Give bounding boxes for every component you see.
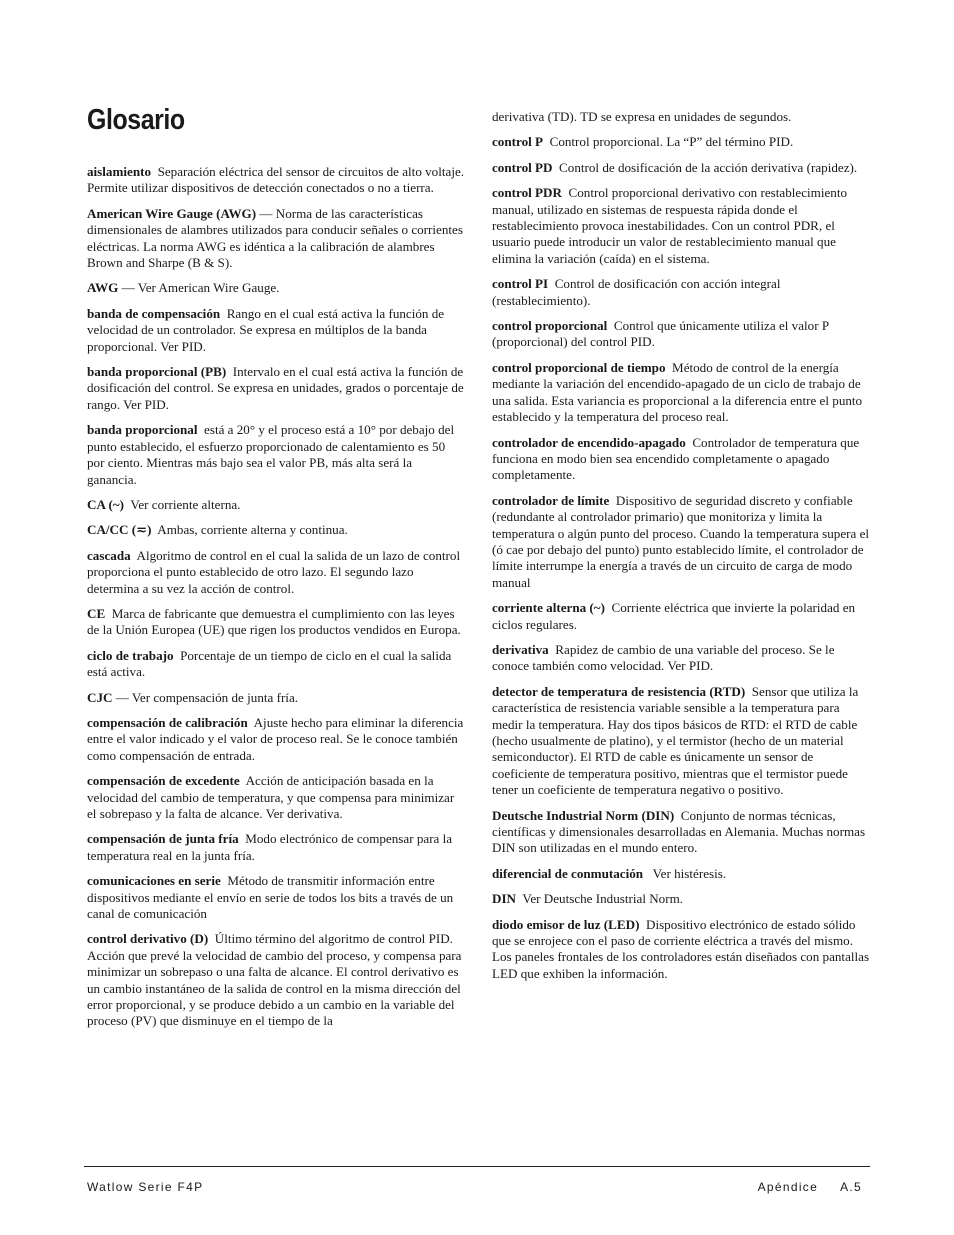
- glossary-entry: [492, 134, 870, 150]
- glossary-definition: Ver Deutsche Industrial Norm.: [522, 891, 684, 907]
- glossary-definition: Conjunto de normas técnicas, científicas y dimensionales desarrolladas en Alemania. Muchas normas DIN son utilizadas en el mundo entero.: [492, 807, 866, 856]
- glossary-term: compensación de excedente: [87, 773, 240, 789]
- glossary-entry: [492, 318, 870, 351]
- glossary-term: compensación de junta fría: [87, 831, 239, 847]
- glossary-term: diodo emisor de luz (LED): [492, 916, 640, 932]
- glossary-entry: [492, 185, 870, 267]
- glossary-definition: Marca de fabricante que demuestra el cumplimiento con las leyes de la Unión Europea (UE) que rigen los productos vendidos en Europa.: [87, 605, 461, 638]
- glossary-definition: — Ver compensación de junta fría.: [115, 689, 299, 705]
- glossary-definition: — Norma de las características dimensionales de alambres utilizados para conducir señales o corrientes eléctricas. La norma AWG es idéntica a la calibración de alambres Brown and Sharpe (B & S).: [87, 205, 463, 271]
- glossary-entry: [492, 642, 870, 675]
- glossary-definition: Dispositivo electrónico de estado sólido que se enrojece con el paso de corriente eléctrica a través del mismo. Los paneles frontales de los controladores están diseñados con pantallas LED que exhiben la información.: [492, 916, 870, 981]
- glossary-entry: [87, 164, 465, 197]
- glossary-definition: Ambas, corriente alterna y continua.: [157, 522, 348, 538]
- footer-page-info: [758, 1180, 862, 1194]
- glossary-definition: está a 20° y el proceso está a 10° por debajo del punto establecido, el esfuerzo proporcionado de calentamiento es 50 por ciento. Mientras más bajo sea el valor PB, más alta será la ganancia.: [87, 422, 455, 487]
- glossary-entry: [87, 206, 465, 272]
- glossary-entry: [492, 276, 870, 309]
- glossary-term: Deutsche Industrial Norm (DIN): [492, 807, 675, 823]
- glossary-term: cascada: [87, 547, 131, 563]
- glossary-definition: Control proporcional derivativo con restablecimiento manual, utilizado en sistemas de respuesta rápida donde el restablecimiento provoca inestabilidades. Con un control PDR, el usuario puede introducir un valor de restablecimiento manual que elimina la variación (caída) en el sistema.: [492, 185, 848, 266]
- glossary-definition: Último término del algoritmo de control PID. Acción que prevé la velocidad de cambio del proceso, y compensa para minimizar un sobrepaso o una falta de alcance. El control derivativo es un cambio instantáneo de la salida de control en la misma dirección del error proporcional, y se produce debido a un cambio en la variable del proceso (PV) que disminuye en el tiempo de la: [87, 931, 462, 1029]
- glossary-entry: [87, 306, 465, 355]
- glossary-definition: Algoritmo de control en el cual la salida de un lazo de control proporciona el punto establecido de otro lazo. El segundo lazo determina a su vez la acción de control.: [87, 547, 461, 596]
- glossary-definition: Rango en el cual está activa la función de velocidad de un controlador. Se expresa en múltiplos de la banda proporcional. Ver PID.: [87, 305, 445, 354]
- glossary-entry: [87, 548, 465, 597]
- glossary-definition: Acción de anticipación basada en la velocidad del cambio de temperatura, y que compensa para minimizar el sobrepaso y la falta de alcance. Ver derivativa.: [87, 773, 455, 821]
- glossary-term: CA/CC (≂): [87, 522, 152, 538]
- glossary-definition: Rapidez de cambio de una variable del proceso. Se le conoce también como velocidad. Ver PID.: [492, 641, 835, 674]
- footer-document-title: Watlow Serie F4P: [87, 1180, 204, 1194]
- glossary-entry: [87, 831, 465, 864]
- glossary-definition: Método de transmitir información entre dispositivos mediante el envío en serie de todos los bits a través de un canal de comunicación: [87, 873, 454, 922]
- term-separator: [643, 866, 653, 881]
- glossary-term: controlador de límite: [492, 492, 610, 508]
- glossary-definition: Corriente eléctrica que invierte la polaridad en ciclos regulares.: [492, 600, 856, 632]
- glossary-definition: Ver histéresis.: [652, 865, 727, 881]
- glossary-definition: — Ver American Wire Gauge.: [121, 280, 280, 296]
- glossary-entry: [87, 715, 465, 764]
- glossary-entry: [492, 160, 870, 176]
- glossary-right-column: [492, 109, 870, 991]
- glossary-entry: [87, 522, 465, 538]
- glossary-entry: [492, 435, 870, 484]
- glossary-definition: Sensor que utiliza la característica de resistencia variable sensible a la temperatura para medir la temperatura. Hay dos tipos básicos de RTD: el RTD de cable (hecho usualmente de platino), y el termistor (hecho de un material semiconductor). El RTD de cable es únicamente un sensor de coeficiente de temperatura positivo, mientras que el termistor puede tener un coeficiente de temperatura negativo o positivo.: [492, 683, 859, 798]
- footer-section: Apéndice: [757, 1180, 819, 1194]
- page-title: Glosario: [87, 104, 185, 136]
- glossary-term: control derivativo (D): [87, 931, 209, 947]
- glossary-entry: [87, 773, 465, 822]
- glossary-entry: [492, 360, 870, 426]
- glossary-definition: Porcentaje de un tiempo de ciclo en el cual la salida está activa.: [87, 647, 452, 680]
- glossary-term: DIN: [492, 891, 517, 907]
- glossary-entry: [492, 917, 870, 983]
- glossary-definition: derivativa (TD). TD se expresa en unidades de segundos.: [492, 109, 792, 124]
- glossary-entry: [87, 648, 465, 681]
- glossary-term: diferencial de conmutación: [492, 865, 644, 881]
- glossary-entry: [87, 606, 465, 639]
- glossary-definition: Modo electrónico de compensar para la temperatura real en la junta fría.: [87, 831, 453, 863]
- glossary-left-column: [87, 164, 465, 1039]
- glossary-term: ciclo de trabajo: [87, 647, 174, 663]
- glossary-term: banda de compensación: [87, 305, 221, 321]
- glossary-term: control PDR: [492, 185, 562, 201]
- glossary-entry: [492, 866, 870, 882]
- glossary-entry: [87, 931, 465, 1029]
- glossary-term: aislamiento: [87, 164, 152, 179]
- glossary-term: corriente alterna (~): [492, 600, 605, 616]
- glossary-definition: Control que únicamente utiliza el valor P (proporcional) del control PID.: [492, 318, 829, 350]
- glossary-term: detector de temperatura de resistencia (RTD): [492, 683, 746, 699]
- glossary-definition: Control de dosificación de la acción derivativa (rapidez).: [559, 159, 858, 175]
- glossary-definition: Ver corriente alterna.: [130, 496, 241, 512]
- glossary-entry: [87, 690, 465, 706]
- footer-divider: [84, 1166, 870, 1167]
- glossary-term: controlador de encendido-apagado: [492, 434, 686, 450]
- glossary-definition: Control proporcional. La “P” del término PID.: [549, 134, 794, 150]
- glossary-entry: [87, 422, 465, 488]
- glossary-term: AWG: [87, 280, 119, 296]
- glossary-term: control P: [492, 134, 544, 150]
- glossary-definition: Separación eléctrica del sensor de circuitos de alto voltaje. Permite utilizar dispositivos de detección conectados o no a tierra.: [87, 164, 465, 196]
- glossary-term: banda proporcional: [87, 422, 198, 438]
- glossary-term: control proporcional: [492, 318, 608, 334]
- glossary-definition: Controlador de temperatura que funciona en modo bien sea encendido completamente o apagado completamente.: [492, 434, 860, 483]
- glossary-definition: Método de control de la energía mediante la variación del encendido-apagado de un ciclo de trabajo de una salida. Esta variancia es proporcional a la diferencia entre el punto establecido y la temperatura del proceso real.: [492, 359, 863, 425]
- glossary-definition: Dispositivo de seguridad discreto y confiable (redundante al controlador primario) que monitoriza y limita la temperatura o algún punto del proceso. Cuando la temperatura supera el (ó cae por debajo del punto) punto establecido límite, el controlador de límite interrumpe la energía a través de un circuito de carga de modo manual: [492, 492, 870, 590]
- glossary-term: control PI: [492, 276, 549, 292]
- glossary-term: CA (~): [87, 496, 124, 512]
- glossary-term: control PD: [492, 159, 553, 175]
- glossary-entry: [492, 808, 870, 857]
- glossary-definition: Intervalo en el cual está activa la función de dosificación del control. Se expresa en unidades, grados o porcentaje de rango. Ver PID.: [87, 364, 464, 412]
- glossary-term: comunicaciones en serie: [87, 873, 221, 889]
- glossary-term: banda proporcional (PB): [87, 364, 227, 380]
- glossary-definition: Ajuste hecho para eliminar la diferencia entre el valor indicado y el valor de proceso real. Se le conoce también como compensación de entrada.: [87, 714, 464, 763]
- glossary-term: American Wire Gauge (AWG): [87, 205, 257, 221]
- glossary-entry: [87, 364, 465, 413]
- glossary-entry: [492, 600, 870, 633]
- footer-page-number: A.5: [840, 1180, 862, 1194]
- glossary-entry: [492, 493, 870, 591]
- glossary-entry: [492, 891, 870, 907]
- glossary-entry: [87, 280, 465, 296]
- glossary-entry: [492, 684, 870, 799]
- glossary-term: control proporcional de tiempo: [492, 359, 666, 375]
- glossary-entry: [87, 497, 465, 513]
- glossary-definition: Control de dosificación con acción integral (restablecimiento).: [492, 276, 781, 308]
- glossary-term: CJC: [87, 689, 113, 705]
- glossary-term: CE: [87, 605, 106, 621]
- glossary-term: compensación de calibración: [87, 714, 248, 730]
- glossary-entry: [492, 109, 870, 125]
- glossary-entry: [87, 873, 465, 922]
- glossary-term: derivativa: [492, 641, 549, 657]
